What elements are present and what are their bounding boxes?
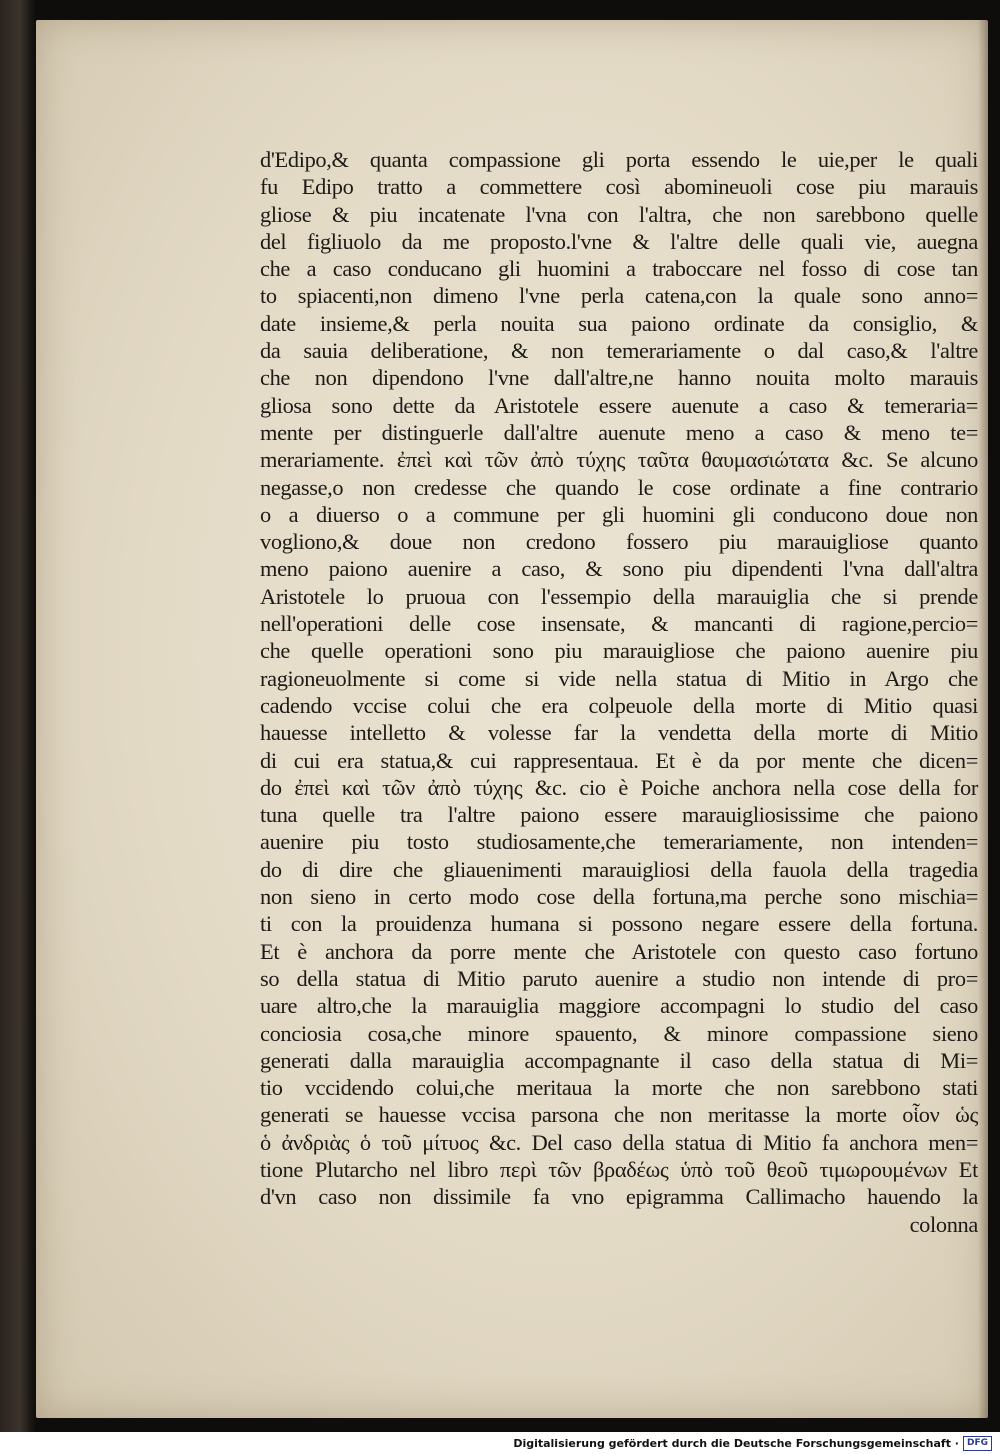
text-line: do di dire che gliauenimenti marauigliosi della fauola della tragedia <box>260 856 978 882</box>
text-line: di cui era statua,& cui rappresentaua. Et è da por mente che dicen= <box>260 747 978 773</box>
text-line: fu Edipo tratto a commettere così abomineuoli cose piu marauis <box>260 174 978 200</box>
text-line: negasse,o non credesse che quando le cose ordinate a fine contrario <box>260 474 978 500</box>
footer-credit: Digitalisierung gefördert durch die Deutsche Forschungsgemeinschaft · <box>513 1436 959 1450</box>
book-page <box>36 20 988 1418</box>
text-line: tuna quelle tra l'altre paiono essere marauigliosissime che paiono <box>260 802 978 828</box>
text-line: Et è anchora da porre mente che Aristotele con questo caso fortuno <box>260 938 978 964</box>
text-line: conciosia cosa,che minore spauento, & minore compassione sieno <box>260 1020 978 1046</box>
text-line: date insieme,& perla nouita sua paiono ordinate da consiglio, & <box>260 310 978 336</box>
text-line: gliosa sono dette da Aristotele essere auenute a caso & temeraria= <box>260 392 978 418</box>
text-line: gliose & piu incatenate l'vna con l'altra, che non sarebbono quelle <box>260 201 978 227</box>
text-line: merariamente. ἐπεὶ καὶ τῶν ἀπὸ τύχης ταῦτα θαυμασιώτατα &c. Se alcuno <box>260 447 978 473</box>
text-line: uare altro,che la marauiglia maggiore accompagni lo studio del caso <box>260 993 978 1019</box>
text-line: non sieno in certo modo cose della fortuna,ma perche sono mischia= <box>260 884 978 910</box>
text-line: so della statua di Mitio paruto auenire a studio non intende di pro= <box>260 965 978 991</box>
text-line: ὁ ἀνδριὰς ὁ τοῦ μίτυος &c. Del caso della statua di Mitio fa anchora men= <box>260 1129 978 1155</box>
text-line: hauesse intelletto & volesse far la vendetta della morte di Mitio <box>260 720 978 746</box>
text-line: meno paiono auenire a caso, & sono piu dipendenti l'vna dall'altra <box>260 556 978 582</box>
text-line: ti con la prouidenza humana si possono negare essere della fortuna. <box>260 911 978 937</box>
page-edge-shadow <box>978 20 988 1418</box>
text-line: cadendo vccise colui che era colpeuole della morte di Mitio quasi <box>260 692 978 718</box>
text-line: che quelle operationi sono piu marauigliose che paiono auenire piu <box>260 638 978 664</box>
text-line: nell'operationi delle cose insensate, & mancanti di ragione,percio= <box>260 611 978 637</box>
text-line: colonna <box>909 1211 978 1237</box>
text-line: che a caso conducano gli huomini a traboccare nel fosso di cose tan <box>260 256 978 282</box>
text-line: generati dalla marauiglia accompagnante il caso della statua di Mi= <box>260 1047 978 1073</box>
text-line: generati se hauesse vccisa parsona che non meritasse la morte οἷον ὡς <box>260 1102 978 1128</box>
text-line: d'vn caso non dissimile fa vno epigramma Callimacho hauendo la <box>260 1184 978 1210</box>
text-line: o a diuerso o a commune per gli huomini gli conducono doue non <box>260 501 978 527</box>
text-line: Aristotele lo pruoua con l'essempio della marauiglia che si prende <box>260 583 978 609</box>
text-line: mente per distinguerle dall'altre auenute meno a caso & meno te= <box>260 419 978 445</box>
text-line: vogliono,& doue non credono fossero piu marauigliose quanto <box>260 529 978 555</box>
text-line: ragioneuolmente si come si vide nella statua di Mitio in Argo che <box>260 665 978 691</box>
text-line: da sauia deliberatione, & non temerariamente o dal caso,& l'altre <box>260 338 978 364</box>
text-line: tio vccidendo colui,che meritaua la morte che non sarebbono stati <box>260 1075 978 1101</box>
digitization-footer <box>0 1432 1000 1454</box>
text-line: to spiacenti,non dimeno l'vne perla catena,con la quale sono anno= <box>260 283 978 309</box>
text-line: do ἐπεὶ καὶ τῶν ἀπὸ τύχης &c. cio è Poiche anchora nella cose della for <box>260 774 978 800</box>
text-line: d'Edipo,& quanta compassione gli porta essendo le uie,per le quali <box>260 147 978 172</box>
text-line: tione Plutarcho nel libro περὶ τῶν βραδέως ὑπὸ τοῦ θεοῦ τιμωρουμένων Et <box>260 1156 978 1182</box>
text-line: del figliuolo da me proposto.l'vne & l'altre delle quali vie, auegna <box>260 228 978 254</box>
dfg-logo: DFG <box>963 1436 992 1451</box>
text-line: auenire piu tosto studiosamente,che temerariamente, non intenden= <box>260 829 978 855</box>
text-block <box>260 146 978 1238</box>
text-line: che non dipendono l'vne dall'altre,ne hanno nouita molto marauis <box>260 365 978 391</box>
